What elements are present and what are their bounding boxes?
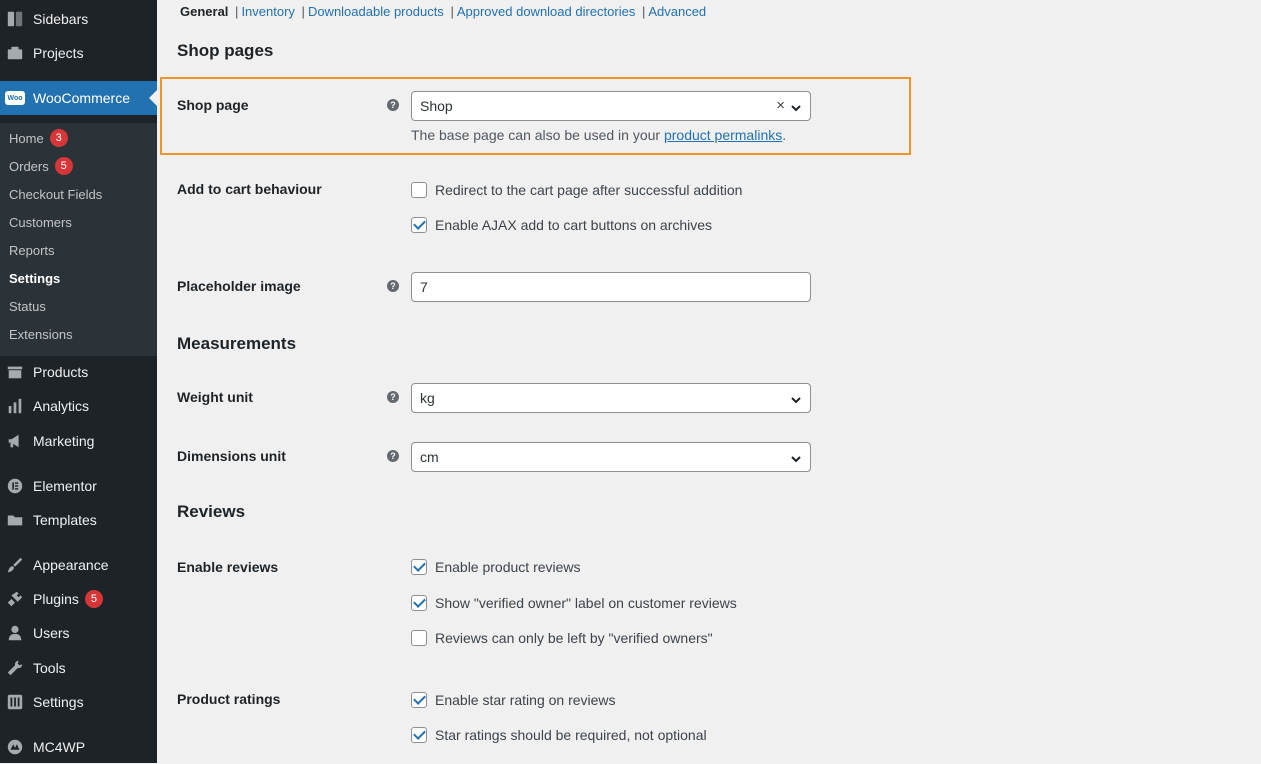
submenu-label: Reports [9,242,55,258]
admin-sidebar [0,0,157,763]
notification-badge: 3 [50,129,68,147]
sidebar-item-label: Projects [33,45,84,61]
submenu-item-customers[interactable] [9,212,72,232]
checkbox[interactable] [411,595,427,611]
notification-badge: 5 [85,590,103,608]
plug-icon [5,589,25,609]
shop-page-value: Shop [420,98,453,114]
sidebar-item-marketing[interactable] [0,424,157,458]
sidebar-item-plugins[interactable] [0,582,157,616]
sidebar-item-woocommerce[interactable] [0,81,157,115]
tab-separator: | [235,4,239,19]
sidebar-item-elementor[interactable] [0,469,157,503]
sidebar-item-label: MC4WP [33,739,86,755]
shop-page-select[interactable] [411,91,811,121]
add-to-cart-label: Add to cart behaviour [177,181,322,197]
sidebar-item-label: Sidebars [33,11,89,27]
checkbox-label: Enable AJAX add to cart buttons on archives [435,217,713,233]
enable-reviews-label: Enable reviews [177,559,279,575]
submenu-item-settings[interactable] [9,268,60,288]
submenu-label: Orders [9,158,49,174]
woocommerce-submenu [0,123,157,356]
checkbox-label: Enable product reviews [435,559,581,575]
analytics-icon [5,396,25,416]
checkbox-star-rating-required[interactable] [411,726,707,744]
tab-approved-download-directories[interactable]: Approved download directories [456,4,636,19]
checkbox-label: Reviews can only be left by "verified owners" [435,630,713,646]
help-icon[interactable]: ? [387,391,399,403]
shop-page-description [411,127,786,143]
sidebar-item-label: WooCommerce [33,90,130,106]
chevron-down-icon [790,452,802,464]
sidebar-item-label: Plugins [33,591,79,607]
sidebars-icon [5,9,25,29]
chevron-down-icon [790,101,802,113]
submenu-label: Status [9,298,46,314]
checkbox-enable-star-rating[interactable] [411,691,616,709]
folder-icon [5,510,25,530]
submenu-label: Customers [9,214,72,230]
checkbox-enable-product-reviews[interactable] [411,558,581,576]
dimensions-unit-label: Dimensions unit [177,448,286,464]
submenu-item-status[interactable] [9,296,46,316]
sidebar-item-label: Tools [33,660,66,676]
tab-general[interactable]: General [180,4,229,19]
help-icon[interactable]: ? [387,99,399,111]
placeholder-image-input[interactable] [411,272,811,302]
sidebar-item-templates[interactable] [0,503,157,537]
submenu-label: Settings [9,270,61,286]
section-heading-shop-pages: Shop pages [177,41,274,60]
sidebar-item-mc4wp[interactable] [0,730,157,764]
woocommerce-icon [5,88,25,108]
sidebar-item-label: Settings [33,694,84,710]
products-icon [5,362,25,382]
submenu-item-checkout-fields[interactable] [9,184,102,204]
tab-separator: | [450,4,454,19]
checkbox[interactable] [411,182,427,198]
sidebar-item-projects[interactable] [0,36,157,70]
tab-separator: | [641,4,646,19]
settings-icon [5,692,25,712]
sidebar-item-label: Marketing [33,433,95,449]
brush-icon [5,555,25,575]
checkbox-verified-owners-only[interactable] [411,629,713,647]
checkbox-label: Show "verified owner" label on customer reviews [435,595,737,611]
wrench-icon [5,658,25,678]
weight-unit-label: Weight unit [177,389,253,405]
sidebar-item-products[interactable] [0,355,157,389]
checkbox[interactable] [411,692,427,708]
sidebar-item-label: Analytics [33,398,90,414]
tab-downloadable-products[interactable]: Downloadable products [307,4,444,19]
projects-icon [5,43,25,63]
mc4wp-icon [5,737,25,757]
checkbox-label: Star ratings should be required, not optional [435,727,707,743]
placeholder-image-value: 7 [420,279,428,295]
woocommerce-logo: Woo [5,91,25,105]
sidebar-item-sidebars[interactable] [0,2,157,36]
checkbox-enable-ajax[interactable] [411,216,712,234]
weight-unit-value: kg [420,390,435,406]
chevron-down-icon [790,393,802,405]
users-icon [5,623,25,643]
sidebar-item-tools[interactable] [0,651,157,685]
checkbox[interactable] [411,559,427,575]
weight-unit-select[interactable] [411,383,811,413]
help-icon[interactable]: ? [387,450,399,462]
section-heading-reviews: Reviews [177,502,246,521]
submenu-label: Checkout Fields [9,186,103,202]
tab-separator: | [301,4,305,19]
notification-badge: 5 [55,157,73,175]
checkbox-redirect-to-cart[interactable] [411,181,742,199]
shop-page-label: Shop page [177,97,249,113]
elementor-icon [5,476,25,496]
sidebar-item-label: Users [33,625,70,641]
submenu-label: Extensions [9,326,73,342]
checkbox-label: Enable star rating on reviews [435,692,616,708]
sidebar-item-appearance[interactable] [0,548,157,582]
sidebar-item-label: Elementor [33,478,97,494]
clear-icon[interactable]: × [776,97,785,114]
dimensions-unit-value: cm [420,449,439,465]
submenu-item-orders[interactable] [9,156,73,176]
description-text: . [782,127,787,143]
product-permalinks-link[interactable]: product permalinks [663,127,783,143]
submenu-label: Home [9,130,44,146]
placeholder-image-label: Placeholder image [177,278,301,294]
section-heading-measurements: Measurements [177,334,297,353]
tab-inventory[interactable]: Inventory [241,4,295,19]
sidebar-item-label: Products [33,364,89,380]
checkbox-label: Redirect to the cart page after successful addition [435,182,743,198]
sidebar-item-settings[interactable] [0,685,157,719]
product-ratings-label: Product ratings [177,691,281,707]
submenu-item-home[interactable] [9,128,68,148]
checkbox-verified-owner-label[interactable] [411,594,737,612]
checkbox[interactable] [411,217,427,233]
submenu-item-extensions[interactable] [9,324,73,344]
sidebar-item-label: Templates [33,512,97,528]
sidebar-item-analytics[interactable] [0,389,157,423]
settings-subtabs [180,4,709,19]
sidebar-item-users[interactable] [0,616,157,650]
description-text: The base page can also be used in your [411,127,664,143]
sidebar-item-label: Appearance [33,557,109,573]
checkbox[interactable] [411,727,427,743]
checkbox[interactable] [411,630,427,646]
dimensions-unit-select[interactable] [411,442,811,472]
submenu-item-reports[interactable] [9,240,55,260]
megaphone-icon [5,431,25,451]
tab-advanced[interactable]: Advanced [648,4,707,19]
help-icon[interactable]: ? [387,280,399,292]
